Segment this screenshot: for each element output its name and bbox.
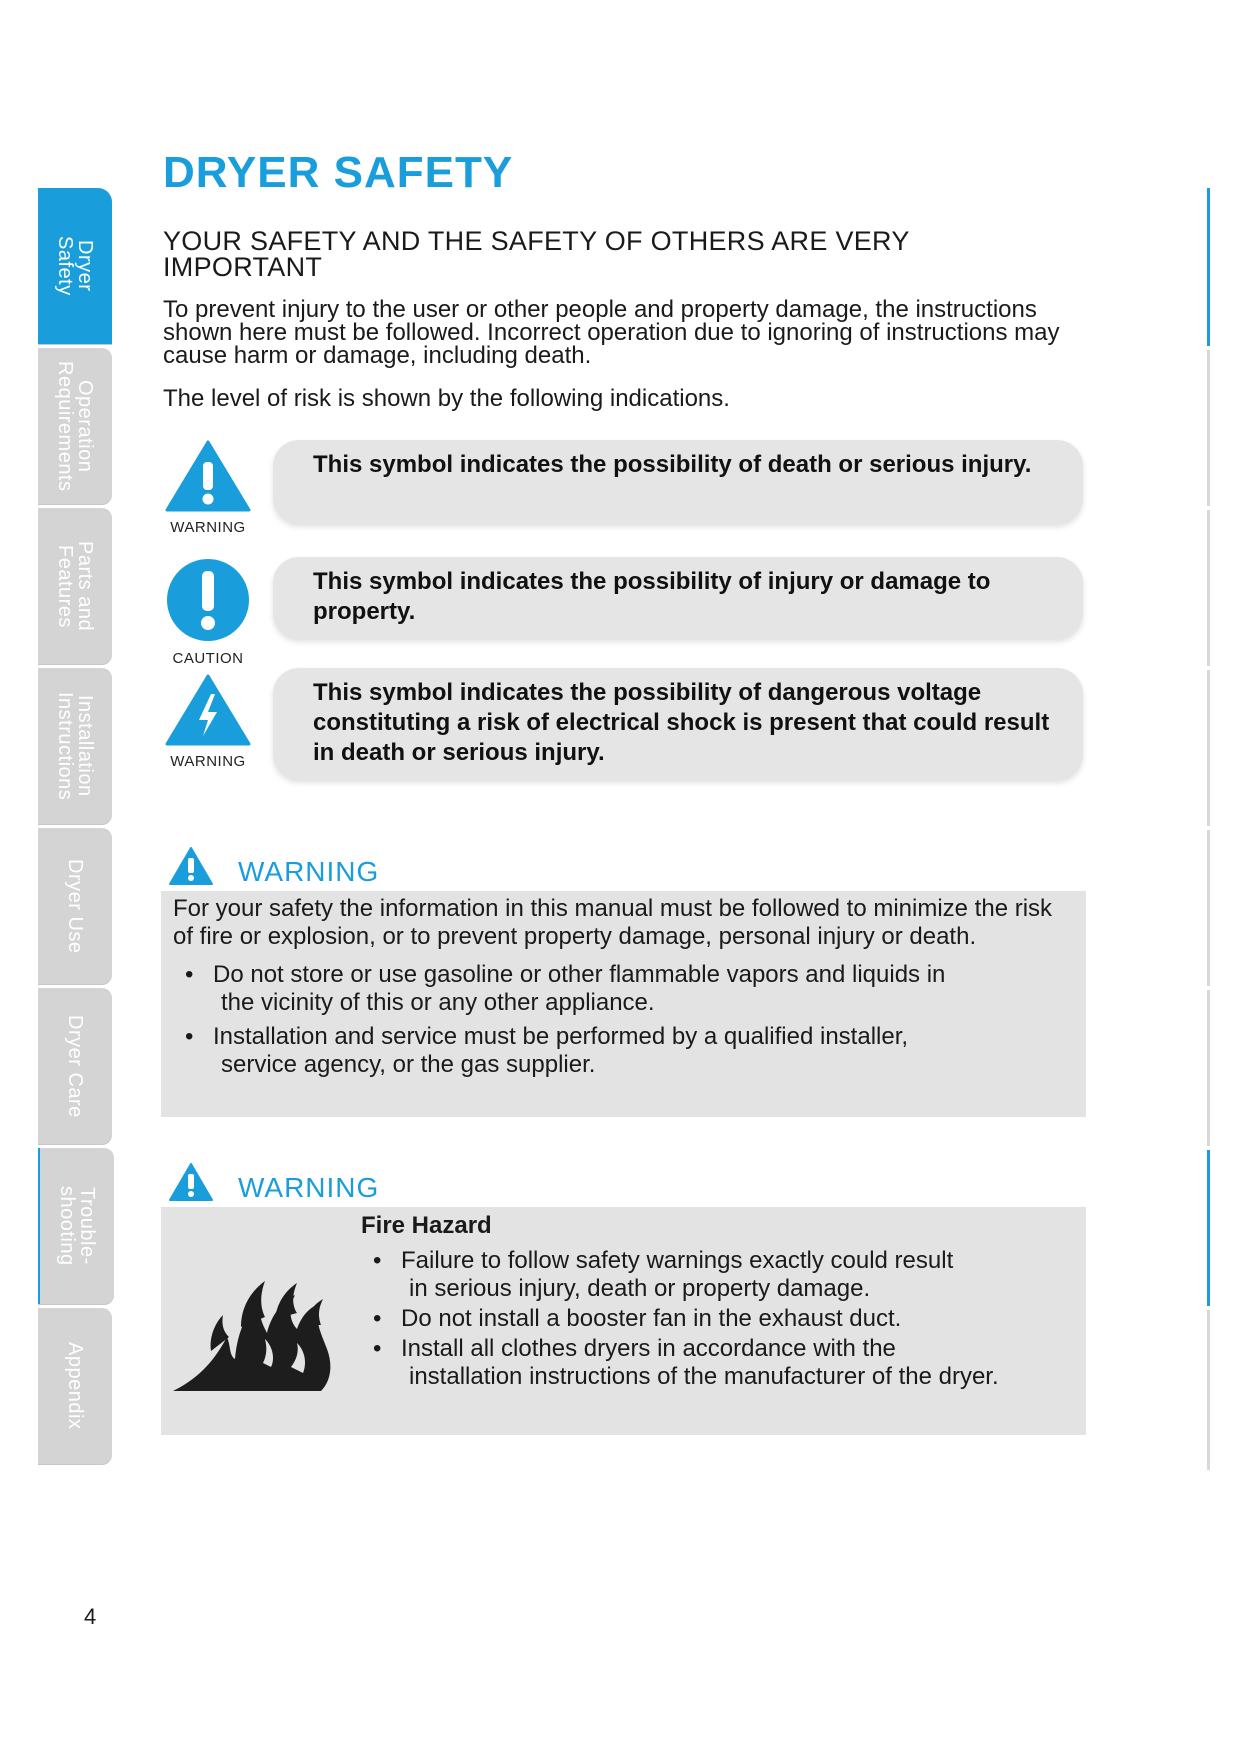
right-edge-marker <box>1207 990 1210 1146</box>
right-edge-marker <box>1207 510 1210 666</box>
list-item <box>361 1335 1061 1391</box>
warning-triangle-icon <box>168 846 214 886</box>
tab-appendix[interactable] <box>38 1308 112 1464</box>
tab-label: Operation Requirements <box>54 360 96 492</box>
bullet-continuation: the vicinity of this or any other appliance. <box>221 989 655 1016</box>
electric-shock-triangle-icon <box>165 674 251 746</box>
warning-heading-2 <box>168 1162 379 1202</box>
warning-triangle-icon <box>165 440 251 512</box>
tab-label: Dryer Use <box>64 858 86 954</box>
symbol-icon-group <box>163 557 253 667</box>
tab-label: Dryer Safety <box>54 236 96 296</box>
symbol-row-caution <box>163 557 1083 667</box>
list-item <box>173 961 1066 1017</box>
bullet-line: Do not install a booster fan in the exhaust duct. <box>401 1305 902 1332</box>
right-edge-marker <box>1207 1310 1210 1470</box>
tab-dryer-care[interactable] <box>38 988 112 1144</box>
tab-parts-and-features[interactable] <box>38 508 112 664</box>
warning-title: WARNING <box>238 856 380 887</box>
warning-heading-1 <box>168 846 379 886</box>
symbol-description: This symbol indicates the possibility of death or serious injury. <box>313 451 1032 478</box>
symbol-description: This symbol indicates the possibility of dangerous voltage constituting a risk of electrical shock is present that could result in death or serious injury. <box>313 679 1050 766</box>
bullet-line: Failure to follow safety warnings exactly could result <box>401 1247 954 1274</box>
section-subtitle: YOUR SAFETY AND THE SAFETY OF OTHERS ARE VERY IMPORTANT <box>163 226 910 282</box>
warning-bullet-list <box>361 1247 1061 1391</box>
symbol-row-electric <box>163 668 1083 776</box>
symbol-description: This symbol indicates the possibility of injury or damage to property. <box>313 568 991 625</box>
warning-triangle-icon <box>168 1162 214 1202</box>
tab-troubleshooting[interactable] <box>38 1148 114 1304</box>
symbol-label: WARNING <box>170 519 246 536</box>
symbol-label: WARNING <box>170 753 246 770</box>
page-number: 4 <box>84 1604 97 1629</box>
fire-hazard-title: Fire Hazard <box>361 1212 492 1239</box>
symbol-label: CAUTION <box>172 650 244 667</box>
bullet-line: Installation and service must be performed by a qualified installer, <box>213 1023 909 1050</box>
right-edge-marker-trouble <box>1207 1150 1210 1306</box>
symbol-description-box <box>273 557 1083 639</box>
right-edge-marker <box>1207 670 1210 826</box>
symbol-icon-group <box>163 440 253 536</box>
fire-hazard-content <box>361 1211 1061 1391</box>
caution-circle-icon <box>165 557 251 643</box>
warning-text: For your safety the information in this manual must be followed to minimize the risk of fire or explosion, or to prevent property damage, personal injury or death. <box>173 895 1053 950</box>
tab-installation-instructions[interactable] <box>38 668 112 824</box>
warning-box-1 <box>161 891 1086 1117</box>
bullet-continuation: in serious injury, death or property damage. <box>409 1275 871 1302</box>
warning-box-2 <box>161 1207 1086 1435</box>
tab-label: Parts and Features <box>54 540 96 632</box>
list-item <box>361 1305 1061 1333</box>
page-title: DRYER SAFETY <box>163 148 514 197</box>
right-edge-marker <box>1207 830 1210 986</box>
right-edge-marker-active <box>1207 188 1210 346</box>
right-edge-marker <box>1207 350 1210 506</box>
tab-operation-requirements[interactable] <box>38 348 112 504</box>
symbol-description-box <box>273 668 1083 780</box>
risk-level-text: The level of risk is shown by the following indications. <box>163 385 730 412</box>
tab-label: Dryer Care <box>64 1014 86 1118</box>
list-item <box>361 1247 1061 1303</box>
bullet-continuation: service agency, or the gas supplier. <box>221 1051 596 1078</box>
tab-label: Trouble- shooting <box>56 1186 98 1266</box>
fire-hazard-icon <box>171 1267 336 1392</box>
tab-label: Installation Instructions <box>54 691 96 801</box>
warning-title: WARNING <box>238 1172 380 1203</box>
bullet-line: Do not store or use gasoline or other flammable vapors and liquids in <box>213 961 946 988</box>
tab-label: Appendix <box>64 1342 86 1430</box>
warning-bullet-list <box>173 961 1066 1079</box>
list-item <box>173 1023 1066 1079</box>
symbol-icon-group <box>163 674 253 770</box>
symbol-description-box <box>273 440 1083 524</box>
bullet-line: Install all clothes dryers in accordance with the <box>401 1335 896 1362</box>
symbol-row-warning <box>163 440 1083 536</box>
tab-dryer-use[interactable] <box>38 828 112 984</box>
tab-dryer-safety[interactable] <box>38 188 112 344</box>
bullet-continuation: installation instructions of the manufacturer of the dryer. <box>409 1363 999 1390</box>
intro-paragraph: To prevent injury to the user or other people and property damage, the instructions shown here must be followed. Incorrect operation due to ignoring of instructions may cause harm or damage, including death. <box>163 296 1060 369</box>
